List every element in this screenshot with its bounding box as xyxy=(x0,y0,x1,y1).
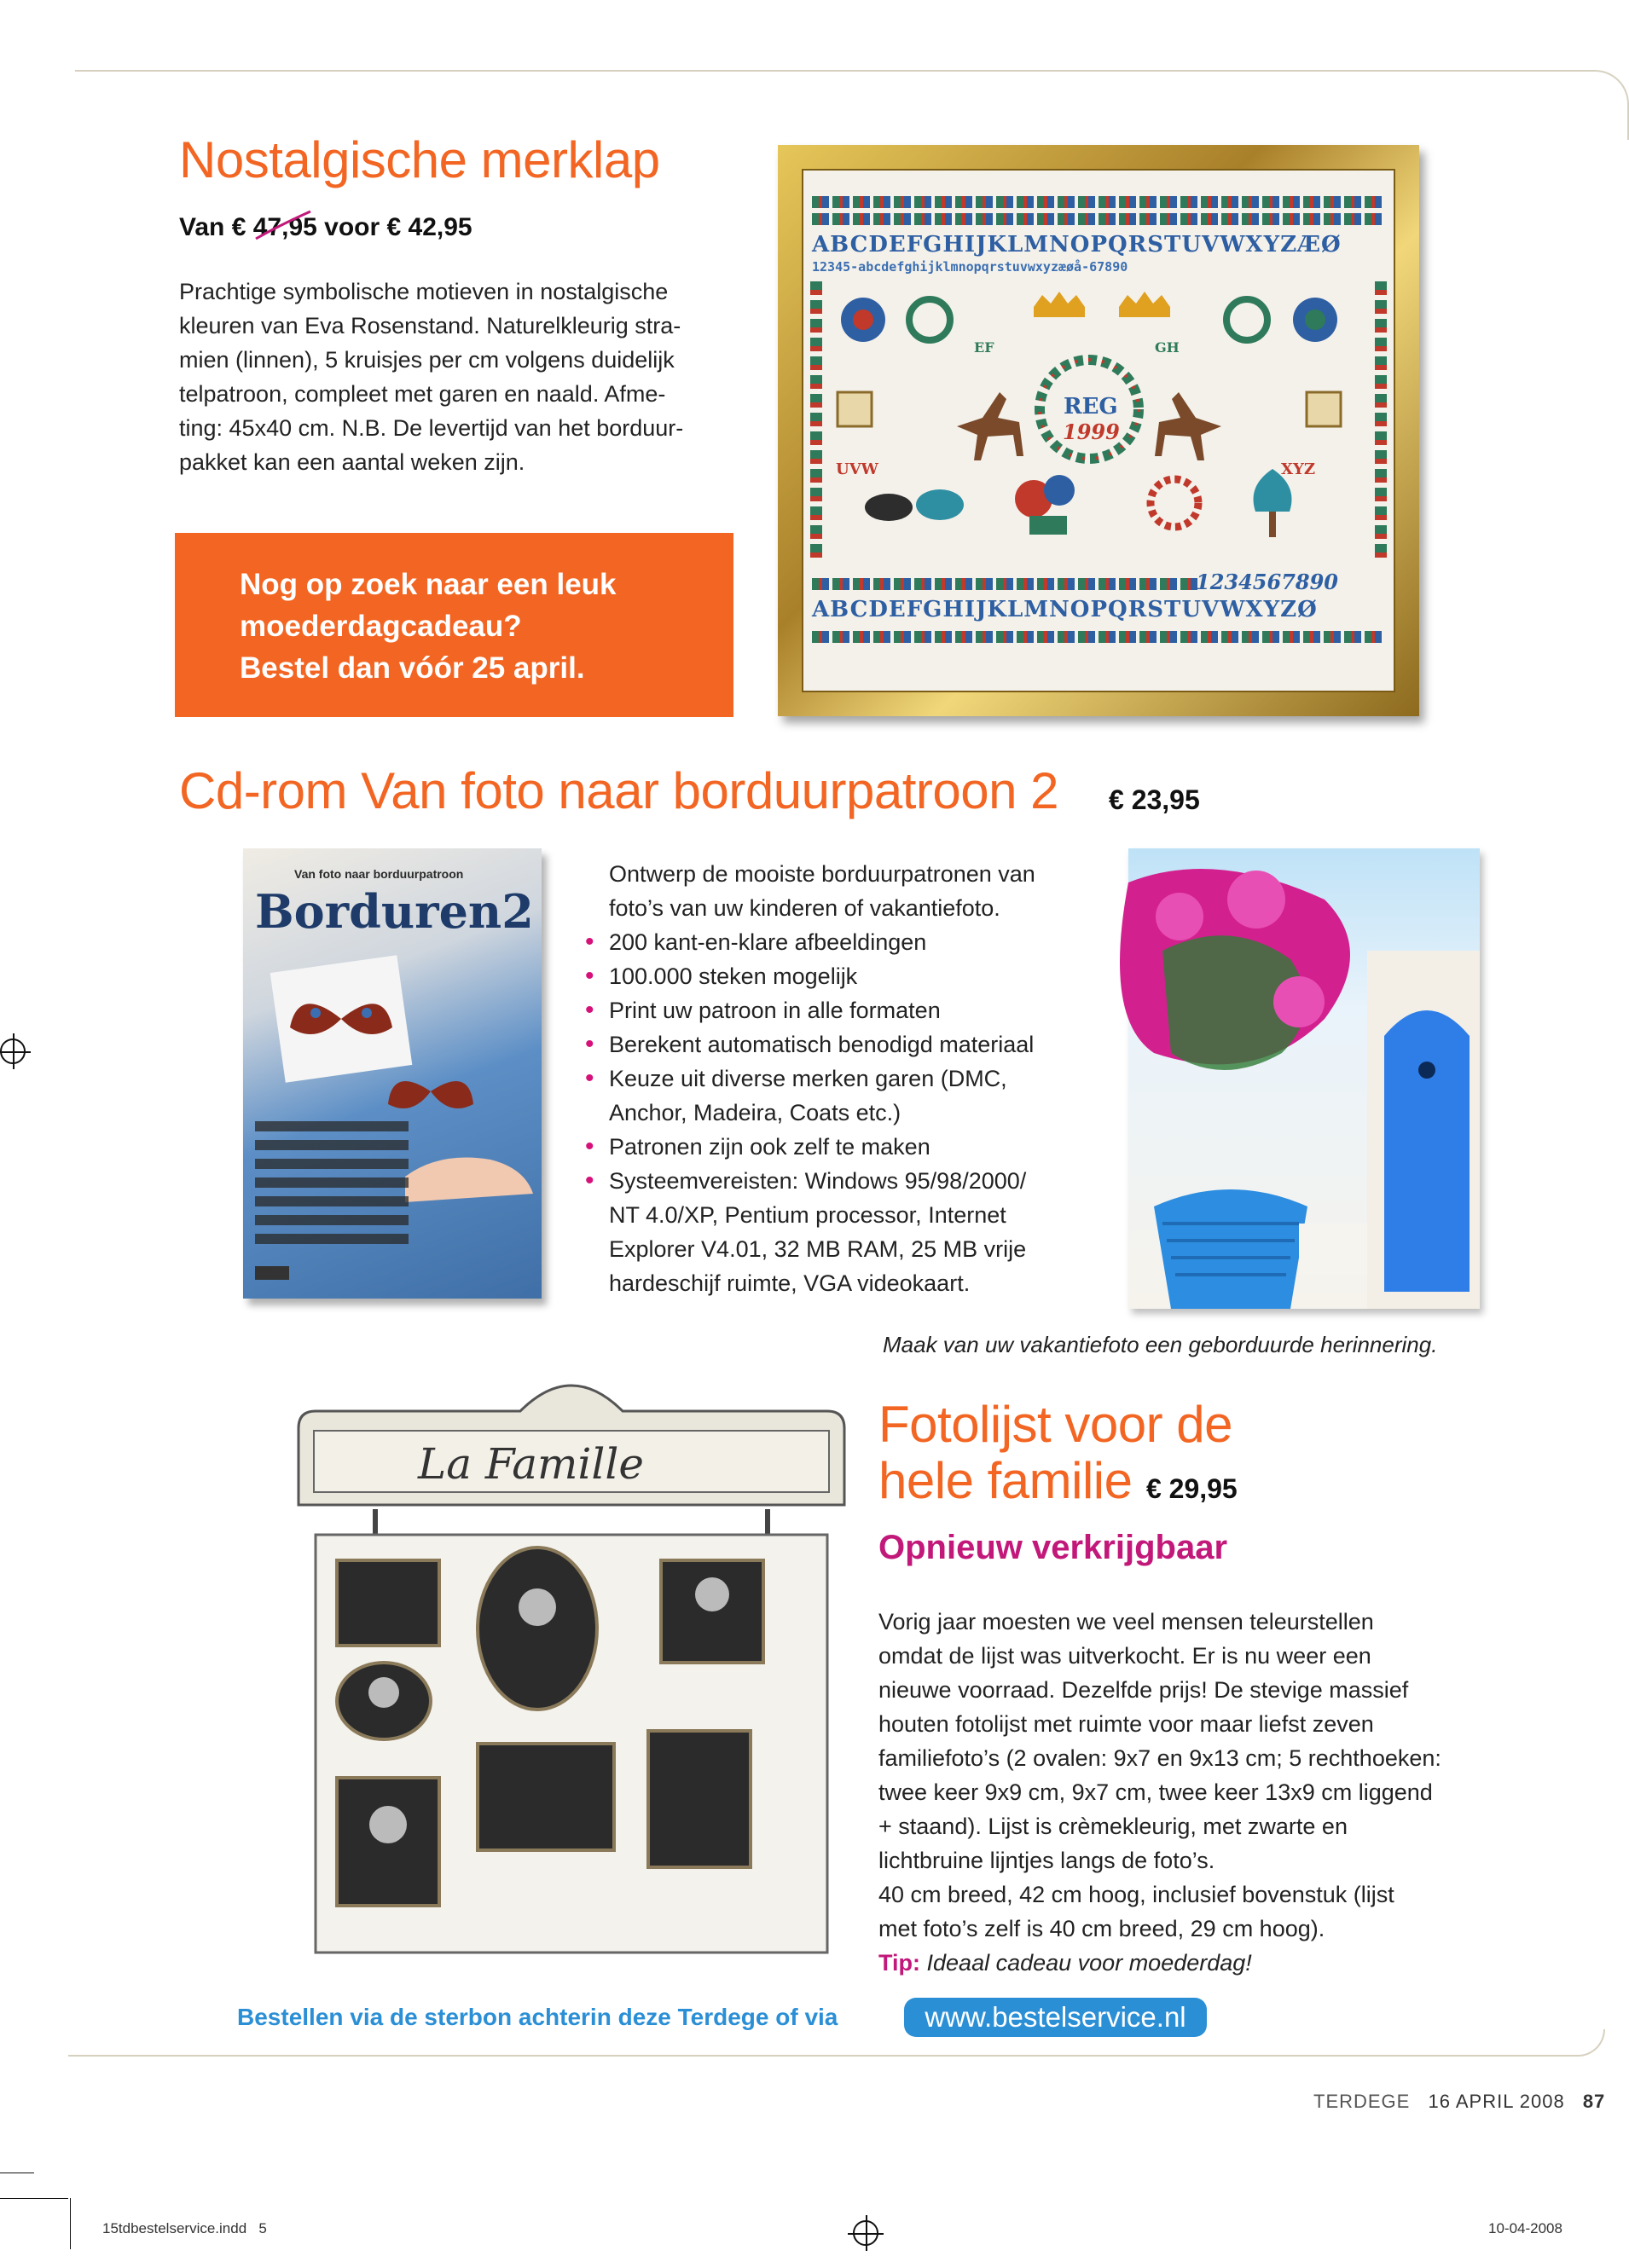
page-bottom-border xyxy=(68,2029,1605,2057)
cdrom-feature-list xyxy=(580,925,1092,1300)
cover-title: Borduren2 xyxy=(255,884,534,939)
feature-item: • 100.000 steken mogelijk xyxy=(580,959,1092,993)
indd-filename: 15tdbestelservice.indd 5 xyxy=(102,2220,267,2236)
feature-item: • Keuze uit diverse merken garen (DMC, Anchor, Madeira, Coats etc.) xyxy=(580,1062,1092,1130)
crop-mark xyxy=(0,2198,68,2199)
sampler-alphabet-bottom: ABCDEFGHIJKLMNOPQRSTUVWXYZØ xyxy=(812,597,1318,622)
family-frame-image xyxy=(290,1381,853,1970)
sampler-year: 1999 xyxy=(1063,419,1120,444)
feature-item: • Patronen zijn ook zelf te maken xyxy=(580,1130,1092,1164)
sampler-uvw: UVW xyxy=(836,460,878,478)
fotolijst-title-line-2 xyxy=(878,1453,1238,1509)
sampler-alphabet-lower: 12345-abcdefghijklmnopqrstuvwxyzæøå-67890 xyxy=(812,259,1128,275)
promo-line-2: moederdagcadeau? xyxy=(240,610,522,643)
stitch-band-bottom xyxy=(812,578,1197,590)
sampler-canvas xyxy=(802,169,1395,692)
stitch-border-left xyxy=(810,281,822,563)
fotolijst-subtitle: Opnieuw verkrijgbaar xyxy=(878,1529,1228,1566)
promo-line-3: Bestel dan vóór 25 april. xyxy=(240,651,585,685)
cdrom-description: Ontwerp de mooiste borduurpatronen van foto’s van uw kinderen of vakantiefoto. • 200 kant-en-klare afbeeldingen • 100.000 steken mogelijk • Print uw patroon in alle formaten • Berekent automatisch benodigd materiaal • Keuze uit diverse merken garen (DMC, Anchor, Madeira, Coats etc.) • Patronen zijn ook zelf te maken • Systeemvereisten: Windows 95/98/2000/ NT 4.0/XP, Pentium processor, Internet Explorer V4.01, 32 MB RAM, 25 MB vrije hardeschijf ruimte, VGA videokaart. xyxy=(580,857,1092,1300)
merklap-title: Nostalgische merklap xyxy=(179,131,660,188)
bougainvillea-scene xyxy=(1128,848,1480,1309)
magazine-name: TERDEGE xyxy=(1313,2091,1411,2112)
mothersday-promo-box xyxy=(175,533,733,717)
cdrom-title: Cd-rom Van foto naar borduurpatroon 2 xyxy=(179,762,1059,819)
stitch-border-top-2 xyxy=(812,213,1385,225)
price-prefix: Van xyxy=(179,213,225,241)
merklap-price-line xyxy=(179,213,472,242)
promo-line-1: Nog op zoek naar een leuk xyxy=(240,568,617,601)
fotolijst-price: € 29,95 xyxy=(1145,1473,1238,1504)
running-footer xyxy=(1313,2091,1605,2113)
cdrom-price: € 23,95 xyxy=(1109,784,1200,815)
feature-item: • Systeemvereisten: Windows 95/98/2000/ NT 4.0/XP, Pentium processor, Internet Explorer V4.01, 32 MB RAM, 25 MB vrije hardeschijf ruimte, VGA videokaart. xyxy=(580,1164,1092,1300)
tip-text: Ideaal cadeau voor moederdag! xyxy=(926,1950,1252,1976)
sampler-reg: REG xyxy=(1064,394,1118,419)
photo-caption: Maak van uw vakantiefoto een geborduurde herinnering. xyxy=(883,1332,1438,1357)
merklap-description: Prachtige symbolische motieven in nostalgische kleuren van Eva Rosenstand. Naturelkleurig stra- mien (linnen), 5 kruisjes per cm volgens duidelijk telpatroon, compleet met garen en naald. Afme- ting: 45x40 cm. N.B. De levertijd van het borduur- pakket kan een aantal weken zijn. xyxy=(179,279,684,475)
page-number: 87 xyxy=(1582,2091,1606,2112)
stitch-border-bottom xyxy=(812,631,1385,643)
frame-sign-text: La Famille xyxy=(418,1439,644,1489)
feature-item: • Berekent automatisch benodigd materiaal xyxy=(580,1027,1092,1062)
fotolijst-description: Vorig jaar moesten we veel mensen teleurstellen omdat de lijst was uitverkocht. Er is nu weer een nieuwe voorraad. Dezelfde prijs! De stevige massief houten fotolijst met ruimte voor maar liefst zeven familiefoto’s (2 ovalen: 9x7 en 9x13 cm; 5 rechthoeken: twee keer 9x9 cm, 9x7 cm, twee keer 13x9 cm liggend + staand). Lijst is crèmekleurig, met zwarte en lichtbruine lijntjes langs de foto’s. 40 cm breed, 42 cm hoog, inclusief bovenstuk (lijst met foto’s zelf is 40 cm breed, 29 cm hoog). Tip: Ideaal cadeau voor moederdag! xyxy=(878,1605,1501,1980)
stitch-border-top xyxy=(812,196,1385,208)
order-instructions: Bestellen via de sterbon achterin deze Terdege of via xyxy=(237,2004,838,2030)
feature-item: • Print uw patroon in alle formaten xyxy=(580,993,1092,1027)
strikethrough-mark xyxy=(254,208,314,242)
fotolijst-title-text: hele familie xyxy=(878,1452,1133,1509)
vacation-photo xyxy=(1128,848,1480,1309)
cover-feature-list xyxy=(255,1121,409,1249)
print-date: 10-04-2008 xyxy=(1488,2220,1562,2236)
tip-line xyxy=(878,1946,1501,1980)
sampler-alphabet-top: ABCDEFGHIJKLMNOPQRSTUVWXYZÆØ xyxy=(812,232,1342,257)
cover-logo xyxy=(255,1266,289,1280)
sampler-gh: GH xyxy=(1155,339,1180,356)
cover-subtitle: Van foto naar borduurpatroon xyxy=(294,867,464,881)
sampler-ef: EF xyxy=(974,339,994,356)
feature-item: • 200 kant-en-klare afbeeldingen xyxy=(580,925,1092,959)
crop-mark xyxy=(70,2198,71,2249)
old-price: € 47,95 xyxy=(232,213,317,242)
sampler-xyz: XYZ xyxy=(1281,460,1315,478)
sampler-framed-image xyxy=(778,145,1419,716)
cdrom-cover-image xyxy=(243,848,542,1299)
registration-mark-icon xyxy=(853,2220,878,2246)
new-price: € 42,95 xyxy=(386,213,472,241)
bestelservice-link[interactable]: www.bestelservice.nl xyxy=(904,1998,1207,2037)
page-top-border xyxy=(75,70,1629,140)
issue-date: 16 APRIL 2008 xyxy=(1428,2091,1565,2112)
tip-label: Tip: xyxy=(878,1950,920,1976)
fotolijst-title-line-1: Fotolijst voor de xyxy=(878,1396,1233,1453)
registration-mark-icon xyxy=(0,1039,26,1064)
price-middle: voor xyxy=(324,213,380,241)
sampler-digits: 1234567890 xyxy=(1196,570,1338,594)
stitch-border-right xyxy=(1375,281,1387,563)
